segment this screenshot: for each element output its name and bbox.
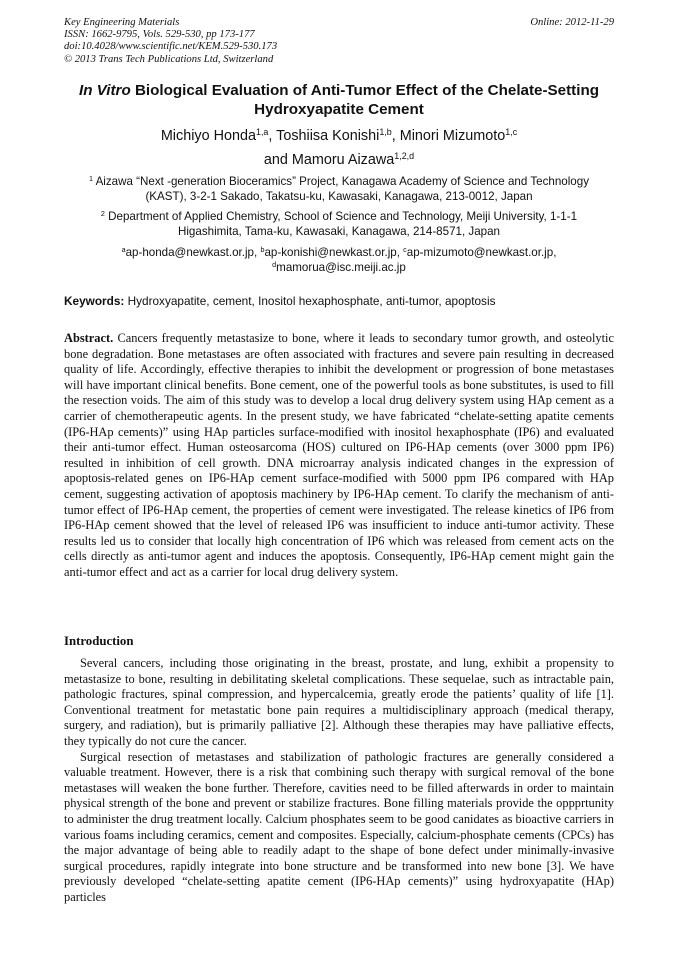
email-mark: c xyxy=(403,245,407,255)
online-date: Online: 2012-11-29 xyxy=(530,17,614,28)
author-name: , Toshiisa Konishi xyxy=(268,128,380,144)
affiliation-text: Aizawa “Next -generation Bioceramics” Project, Kanagawa Academy of Science and Technology xyxy=(92,175,589,188)
affiliation-number: 1 xyxy=(88,174,93,184)
email-mark: a xyxy=(121,245,126,255)
issn-line: ISSN: 1662-9795, Vols. 529-530, pp 173-177 xyxy=(64,29,255,41)
intro-paragraph-2: Surgical resection of metastases and stabilization of pathologic fractures are generally considered a valuable treatment. However, there is a risk that combining such therapy with surgical removal of the bone metastases will weaken the bone further. Therefore, cavities need to be filled afterwards in order to maintain physical strength of the bone and prevent or stabilize fractures. Bone filling materials provide the oppprtunity to administer the drug treatment locally. Calcium phosphates seem to be good canidates as bioactive carriers in various foams including ceramics, cement and composites. Especially, calcium-phosphate cements (CPCs) has the major advantage of being able to readily adapt to the shape of bone defect under minimally-invasive surgical procedures, rapidly integrate into bone structure and be transformed into new bone [3]. We have previously developed “chelate-setting apatite cement (IP6-HAp cements)” using hydroxyapatite (HAp) particles xyxy=(64,749,614,904)
email-mark: b xyxy=(260,245,265,255)
keywords-text: Hydroxyapatite, cement, Inositol hexaphosphate, anti-tumor, apoptosis xyxy=(124,294,496,308)
email-mark: d xyxy=(272,260,277,270)
author-affiliation-mark: 1,c xyxy=(505,127,518,138)
abstract-label: Abstract. xyxy=(64,331,114,345)
email-link[interactable]: ap-honda@newkast.or.jp, xyxy=(125,246,261,259)
affiliation-text: (KAST), 3-2-1 Sakado, Takatsu-ku, Kawasaki, Kanagawa, 213-0012, Japan xyxy=(145,190,533,203)
author-affiliation-mark: 1,a xyxy=(256,127,269,138)
email-list xyxy=(64,245,614,275)
email-link[interactable]: mamorua@isc.meiji.ac.jp xyxy=(276,261,406,274)
abstract-text: Cancers frequently metastasize to bone, where it leads to secondary tumor growth, and osteolytic bone degradation. Bone metastases are often associated with fractures and severe pain resulting in decreased quality of life. Accordingly, effective therapies to inhibit the development or progression of bone metastases will have important clinical benefits. Bone cement, one of the powerful tools as bone substitutes, is used to fill the resection voids. The aim of this study was to develop a local drug delivery system using HAp cement as a carrier of chemotherapeutic agents. In the present study, we have fabricated “chelate-setting apatite cements (IP6-HAp cements)” using HAp particles surface-modified with inositol hexaphosphate (IP6) and evaluated their anti-tumor effect. Human osteosarcoma (HOS) cultured on IP6-HAp cements (over 3000 ppm IP6) resulted in inhibition of cell growth. DNA microarray analysis indicated changes in the expression of apoptosis-related genes on IP6-HAp cement surface-modified with 5000 ppm IP6 compared with HAp cement, suggesting activation of apoptosis machinery by IP6-HAp cement. To clarify the mechanism of anti-tumor effect of IP6-HAp cement, the properties of cement were investigated. The release kinetics of IP6 from IP6-HAp cement showed that the level of released IP6 was insufficient to induce anti-tumor activity. These results led us to consider that locally high concentration of IP6 which was released from cement acts on the cells directly as anti-tumor agent and induces the apoptosis. Consequently, IP6-HAp cement might gain the anti-tumor effect and act as a carrier for local drug delivery system. xyxy=(64,331,614,579)
copyright-line: © 2013 Trans Tech Publications Ltd, Switzerland xyxy=(64,53,274,65)
keywords-label: Keywords: xyxy=(64,294,125,308)
author-name: , Minori Mizumoto xyxy=(391,128,506,144)
title-line2: Hydroxyapatite Cement xyxy=(254,100,424,118)
keywords-line xyxy=(64,294,616,308)
email-link[interactable]: ap-konishi@newkast.or.jp, xyxy=(264,246,404,259)
paper-title xyxy=(64,82,614,119)
journal-header xyxy=(64,17,277,66)
affiliation-1 xyxy=(64,174,614,204)
doi-line: doi:10.4028/www.scientific.net/KEM.529-530.173 xyxy=(64,41,278,53)
introduction-section xyxy=(64,656,614,906)
intro-paragraph-1: Several cancers, including those originating in the breast, prostate, and lung, exhibit a propensity to metastasize to bone, resulting in debilitating skeletal complications. These sequelae, such as intractable pain, pathologic fractures, spinal compression, and hypercalcemia, greatly erode the patients’ quality of life [1]. Conventional treatment for metastatic bone pain requires a multidisciplinary approach (medical therapy, surgery, and radiation), but is primarily palliative [2]. Although these therapies may have palliative effects, they typically do not cure the cancer. xyxy=(64,656,614,748)
email-link[interactable]: ap-mizumoto@newkast.or.jp, xyxy=(406,246,557,259)
journal-name: Key Engineering Materials xyxy=(64,17,180,28)
author-list xyxy=(64,124,614,172)
author-affiliation-mark: 1,2,d xyxy=(394,151,415,162)
affiliation-2 xyxy=(64,209,614,239)
affiliation-text: Higashimita, Tama-ku, Kawasaki, Kanagawa, 214-8571, Japan xyxy=(177,225,501,238)
author-name: Michiyo Honda xyxy=(160,128,256,144)
affiliation-text: Department of Applied Chemistry, School of Science and Technology, Meiji University, 1-1-1 xyxy=(104,210,578,223)
abstract-section xyxy=(64,331,614,581)
title-line1: Biological Evaluation of Anti-Tumor Effect of the Chelate-Setting xyxy=(130,82,600,99)
title-italic: In Vitro xyxy=(78,82,131,99)
author-name: and Mamoru Aizawa xyxy=(263,152,395,168)
author-affiliation-mark: 1,b xyxy=(379,127,392,138)
affiliation-number: 2 xyxy=(100,209,105,219)
introduction-heading: Introduction xyxy=(64,634,134,648)
